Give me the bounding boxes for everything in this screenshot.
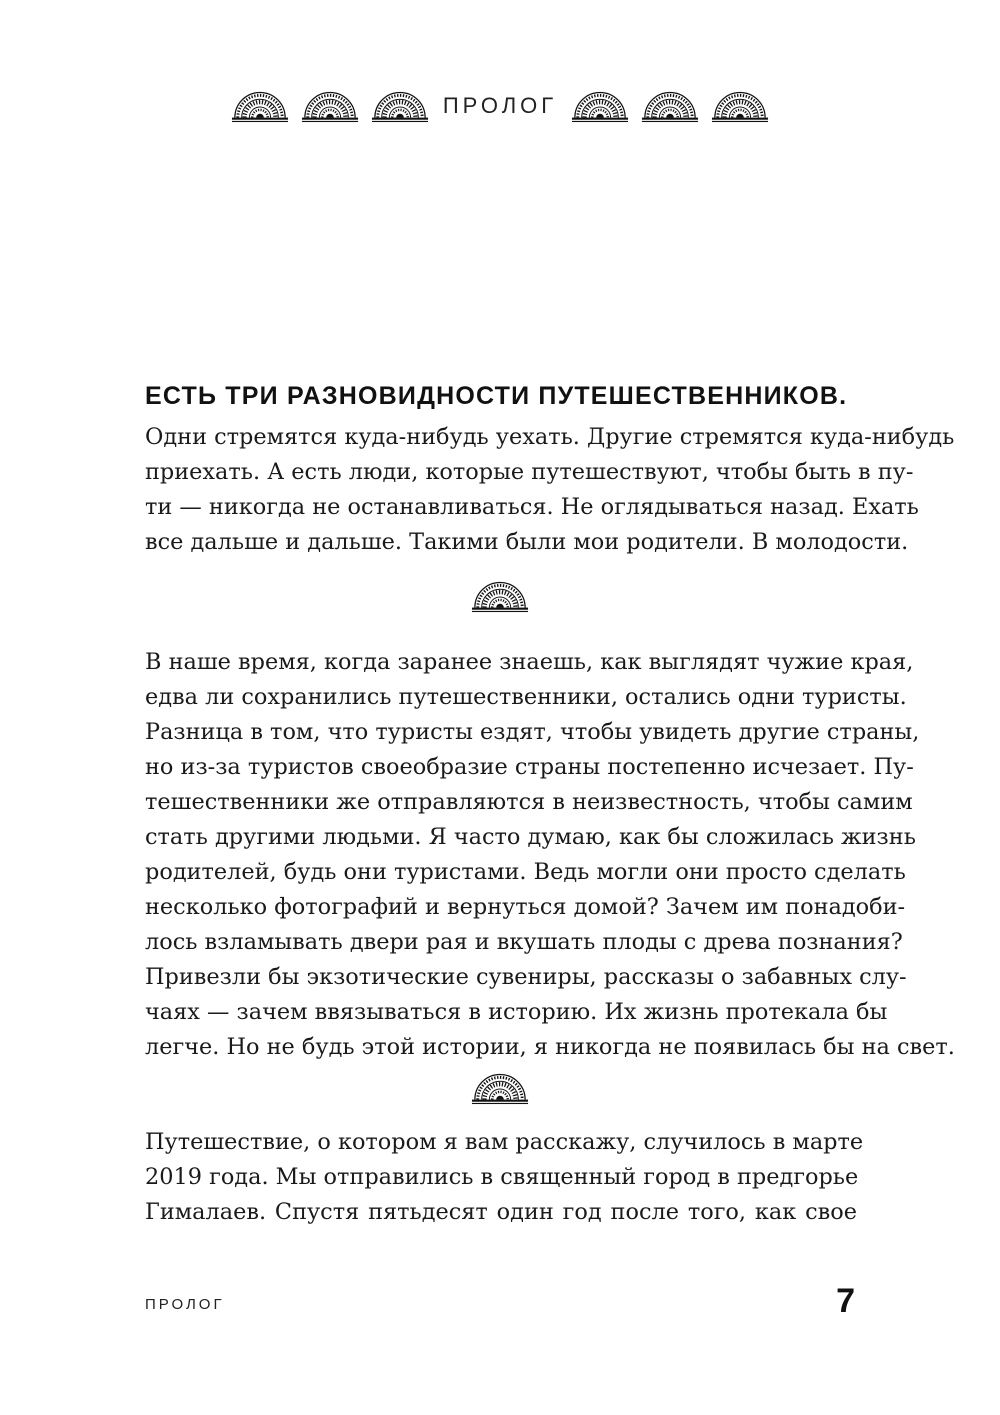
running-title: ПРОЛОГ bbox=[145, 1296, 225, 1313]
section-divider bbox=[0, 578, 1000, 614]
page-number: 7 bbox=[836, 1282, 855, 1320]
text-line: но из-за туристов своеобразие страны постепенно исчезает. Пу- bbox=[145, 754, 914, 780]
text-line: В наше время, когда заранее знаешь, как выглядят чужие края, bbox=[145, 649, 914, 675]
text-line: Привезли бы экзотические сувениры, рассказы о забавных слу- bbox=[145, 964, 907, 990]
text-line: стать другими людьми. Я часто думаю, как бы сложилась жизнь bbox=[145, 824, 916, 850]
text-line: ти — никогда не останавливаться. Не оглядываться назад. Ехать bbox=[145, 494, 919, 520]
fan-ornament-icon bbox=[641, 88, 699, 124]
text-line: приехать. А есть люди, которые путешествуют, чтобы быть в пу- bbox=[145, 459, 914, 485]
chapter-header bbox=[0, 88, 1000, 124]
text-line: лось взламывать двери рая и вкушать плоды с древа познания? bbox=[145, 929, 903, 955]
fan-ornament-icon bbox=[711, 88, 769, 124]
text-line: чаях — зачем ввязываться в историю. Их жизнь протекала бы bbox=[145, 999, 888, 1025]
section-divider bbox=[0, 1070, 1000, 1106]
text-line: едва ли сохранились путешественники, остались одни туристы. bbox=[145, 684, 907, 710]
fan-ornament-icon bbox=[301, 88, 359, 124]
chapter-title: ПРОЛОГ bbox=[442, 93, 558, 118]
fan-ornament-icon bbox=[371, 88, 429, 124]
fan-ornament-icon bbox=[571, 88, 629, 124]
fan-ornament-icon bbox=[471, 1070, 529, 1106]
lead-heading: ЕСТЬ ТРИ РАЗНОВИДНОСТИ ПУТЕШЕСТВЕННИКОВ. bbox=[145, 382, 848, 410]
text-line: Путешествие, о котором я вам расскажу, случилось в марте bbox=[145, 1129, 864, 1155]
header-ornaments-right bbox=[571, 88, 769, 124]
text-line: родителей, будь они туристами. Ведь могли они просто сделать bbox=[145, 859, 906, 885]
text-line: несколько фотографий и вернуться домой? Зачем им понадоби- bbox=[145, 894, 906, 920]
text-line: все дальше и дальше. Такими были мои родители. В молодости. bbox=[145, 529, 909, 555]
fan-ornament-icon bbox=[471, 578, 529, 614]
lead-paragraph bbox=[145, 420, 955, 560]
text-line: Разница в том, что туристы ездят, чтобы увидеть другие страны, bbox=[145, 719, 920, 745]
text-line: Гималаев. Спустя пятьдесят один год после того, как свое bbox=[145, 1199, 857, 1225]
text-line: Одни стремятся куда-нибудь уехать. Другие стремятся куда-нибудь bbox=[145, 424, 955, 450]
text-line: тешественники же отправляются в неизвестность, чтобы самим bbox=[145, 789, 913, 815]
fan-ornament-icon bbox=[231, 88, 289, 124]
header-ornaments-left bbox=[231, 88, 429, 124]
paragraph-two bbox=[145, 645, 955, 1065]
text-line: 2019 года. Мы отправились в священный город в предгорье bbox=[145, 1164, 859, 1190]
text-line: легче. Но не будь этой истории, я никогда не появилась бы на свет. bbox=[145, 1034, 955, 1060]
paragraph-three bbox=[145, 1125, 864, 1230]
